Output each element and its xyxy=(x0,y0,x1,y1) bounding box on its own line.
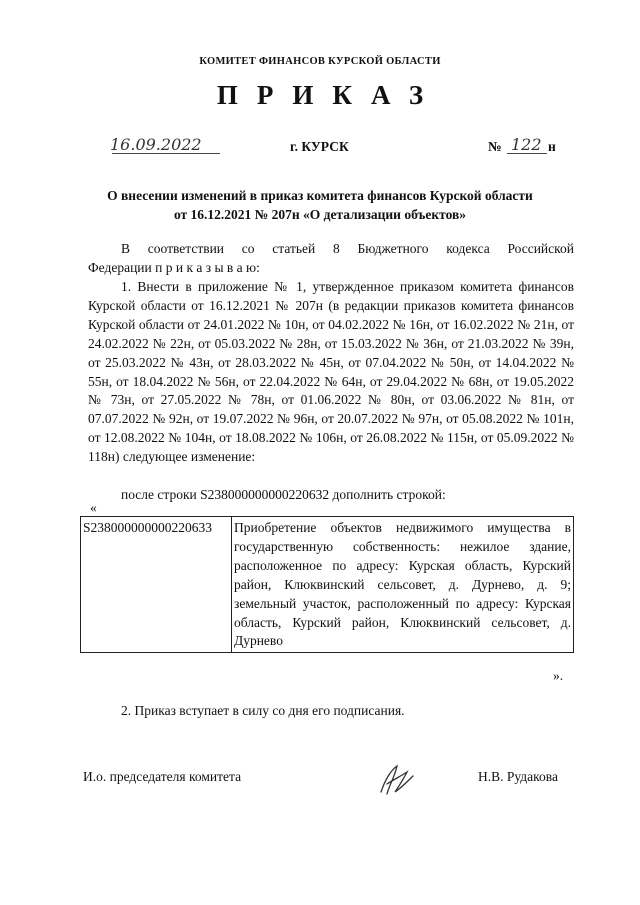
quote-close: ». xyxy=(553,668,564,683)
title-line-2: от 16.12.2021 № 207н «О детализации объектов» xyxy=(173,207,467,222)
row-description: Приобретение объектов недвижимого имущества в государственную собственность: нежилое здание, расположенное по адресу: Курская область, Курский район, Клюквинский сельсовет, д. Дурнево, д. 9; земельный участок, расположенный по адресу: Курская область, Курский район, Клюквинский сельсовет, д. Дурнево xyxy=(232,517,574,653)
preamble-line-2: Федерации п р и к а з ы в а ю: xyxy=(88,259,260,275)
item-2-text: 2. Приказ вступает в силу со дня его подписания. xyxy=(121,703,405,718)
quote-open: « xyxy=(90,500,97,515)
signer-name: Н.В. Рудакова xyxy=(478,769,558,784)
ministry-header: КОМИТЕТ ФИНАНСОВ КУРСКОЙ ОБЛАСТИ xyxy=(199,56,441,67)
table-row xyxy=(81,517,574,653)
signature-mark xyxy=(377,762,417,798)
insert-table xyxy=(80,516,574,653)
handwritten-number: 122 xyxy=(511,135,542,154)
document-type: ПРИКАЗ xyxy=(216,80,443,110)
preamble-line-1: В соответствии со статьей 8 Бюджетного кодекса Российской xyxy=(121,241,574,256)
preamble xyxy=(88,240,574,278)
order-title xyxy=(80,186,560,224)
date-underline xyxy=(112,153,220,154)
handwritten-date: 16.09.2022 xyxy=(110,135,202,154)
after-row-text: после строки S238000000000220632 дополнить строкой: xyxy=(121,487,446,502)
row-code: S238000000000220633 xyxy=(81,517,232,653)
item-1-text: 1. Внести в приложение № 1, утвержденное приказом комитета финансов Курской области от 16.12.2021 № 207н (в редакции приказов комитета финансов Курской области от 24.01.2022 № 10н, от 04.02.2022 № 16н, от 16.02.2022 № 21н, от 24.02.2022 № 22н, от 05.03.2022 № 28н, от 15.03.2022 № 36н, от 21.03.2022 № 39н, от 25.03.2022 № 43н, от 28.03.2022 № 45н, от 07.04.2022 № 50н, от 14.04.2022 № 55н, от 18.04.2022 № 56н, от 22.04.2022 № 64н, от 29.04.2022 № 68н, от 19.05.2022 № 73н, от 27.05.2022 № 78н, от 01.06.2022 № 80н, от 03.06.2022 № 81н, от 07.07.2022 № 92н, от 19.07.2022 № 96н, от 20.07.2022 № 97н, от 05.08.2022 № 101н, от 12.08.2022 № 104н, от 18.08.2022 № 106н, от 26.08.2022 № 115н, от 05.09.2022 № 118н) следующее изменение: xyxy=(88,279,574,465)
city: г. КУРСК xyxy=(290,139,349,154)
title-line-1: О внесении изменений в приказ комитета финансов Курской области xyxy=(107,188,533,203)
number-underline xyxy=(507,153,547,154)
number-label: № xyxy=(488,139,502,154)
signer-position: И.о. председателя комитета xyxy=(83,769,242,784)
number-suffix: н xyxy=(548,139,556,154)
